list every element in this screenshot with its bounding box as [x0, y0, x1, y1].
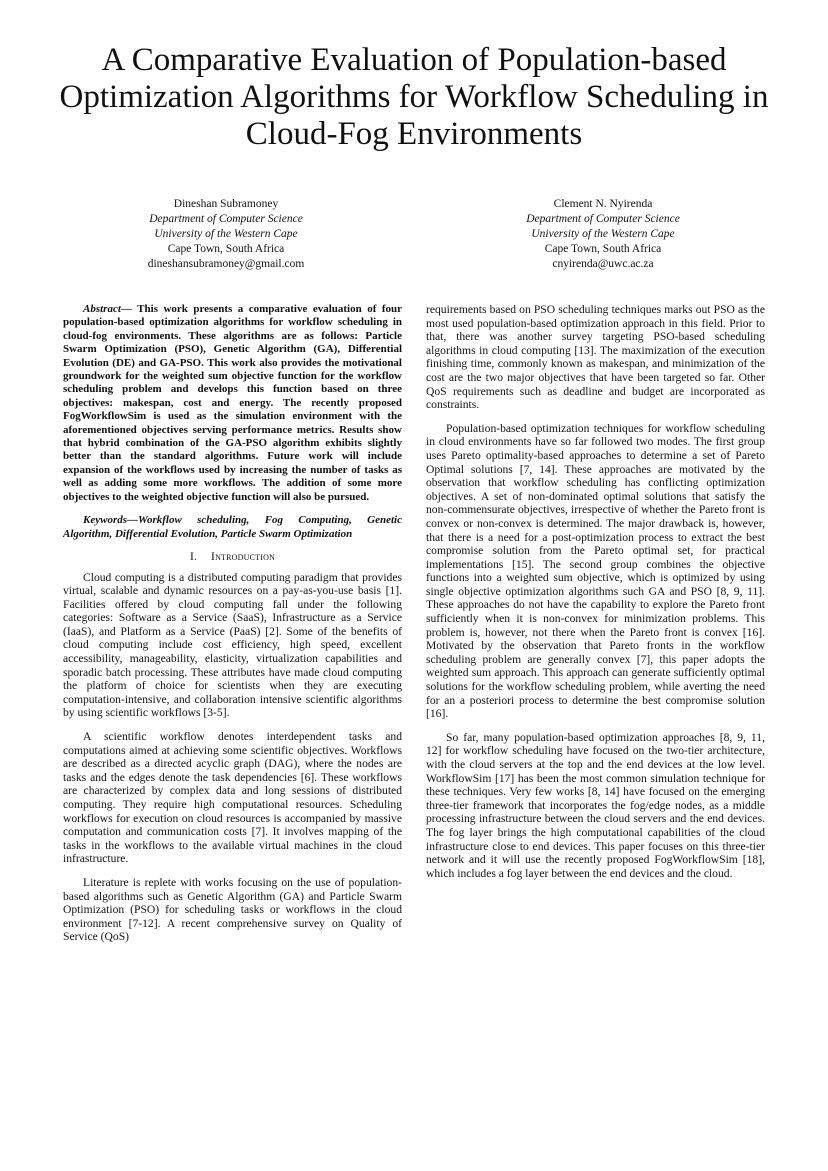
section-heading-introduction: [63, 551, 402, 565]
author-university: University of the Western Cape: [154, 228, 298, 240]
paragraph: Cloud computing is a distributed computing paradigm that provides virtual, scalable and dynamic resources on a pay-as-you-use basis [1]. Facilities offered by cloud computing fall under the following categories: Software as a Service (SaaS), Infrastructure as a Service (IaaS), and Platform as a Service (PaaS) [2]. Some of the benefits of cloud computing include cost efficiency, high speed, excellent accessibility, manageability, elasticity, virtualization capabilities and sporadic batch processing. These attributes have made cloud computing the platform of choice for scientists when they are executing computation-intensive, and collaboration intensive scientific algorithms by using scientific workflows [3-5].: [63, 570, 402, 720]
author-email: cnyirenda@uwc.ac.za: [552, 258, 654, 270]
author-name: Dineshan Subramoney: [173, 198, 279, 210]
right-column: [426, 303, 765, 890]
section-number: I.: [189, 550, 198, 563]
keywords: [63, 514, 402, 541]
left-column: [63, 303, 402, 954]
abstract-text: — This work presents a comparative evaluation of four population-based optimization algorithms for workflow scheduling in cloud-fog environments. These algorithms are as follows: Particle Swarm Optimization (PSO), Genetic Algorithm (GA), Differential Evolution (DE) and GA-PSO. This work also provides the motivational groundwork for the weighted sum objective function for the workflow scheduling problem and develops this function based on three objectives: makespan, cost and energy. The recently proposed FogWorkflowSim is used as the simulation environment with the aforementioned objectives serving performance metrics. Results show that hybrid combination of the GA-PSO algorithm exhibits slightly better than the standard algorithms. Future work will include expansion of the workflows used by increasing the number of tasks as well as adding some more workflows. The addition of some more objectives to the weighted objective function will also be pursued.: [63, 303, 402, 503]
paragraph: requirements based on PSO scheduling techniques marks out PSO as the most used population-based optimization approach in this field. Prior to that, there was another survey targeting PSO-based scheduling algorithms in cloud computing [13]. The maximization of the execution finishing time, commonly known as makespan, and minimization of the cost are the two major objectives that have been targeted so far. Other QoS requirements such as deadline and budget are incorporated as constraints.: [426, 303, 765, 412]
paper-title: A Comparative Evaluation of Population-based Optimization Algorithms for Workflow Scheduling in Cloud-Fog Environments: [59, 42, 769, 152]
keywords-label: Keywords: [83, 514, 127, 527]
author-name: Clement N. Nyirenda: [553, 198, 653, 210]
author-block-2: [473, 197, 733, 272]
author-university: University of the Western Cape: [531, 228, 675, 240]
section-title: Introduction: [211, 550, 276, 563]
author-email: dineshansubramoney@gmail.com: [147, 258, 305, 270]
paragraph: A scientific workflow denotes interdependent tasks and computations aimed at achieving some scientific objectives. Workflows are described as a directed acyclic graph (DAG), where the nodes are tasks and the edges denote the task dependencies [6]. These workflows are characterized by complex data and long sessions of distributed computing. They require high computational resources. Scheduling workflows for execution on cloud resources is accompanied by massive computation and communication costs [7]. It involves mapping of the tasks in the workflows to the available virtual machines in the cloud infrastructure.: [63, 730, 402, 866]
author-location: Cape Town, South Africa: [167, 243, 285, 255]
paragraph: Literature is replete with works focusing on the use of population-based algorithms such as Genetic Algorithm (GA) and Particle Swarm Optimization (PSO) for scheduling tasks or workflows in the cloud environment [7-12]. A recent comprehensive survey on Quality of Service (QoS): [63, 875, 402, 944]
author-department: Department of Computer Science: [149, 213, 303, 225]
abstract: [63, 303, 402, 504]
keywords-text: —Workflow scheduling, Fog Computing, Genetic Algorithm, Differential Evolution, Particle Swarm Optimization: [63, 514, 402, 540]
author-block-1: [96, 197, 356, 272]
paragraph: So far, many population-based optimization approaches [8, 9, 11, 12] for workflow scheduling have focused on the two-tier architecture, with the cloud servers at the top and the end devices at the low level. WorkflowSim [17] has been the most common simulation technique for these techniques. Very few works [8, 14] have focused on the emerging three-tier framework that incorporates the fog/edge nodes, as a middle processing infrastructure between the cloud servers and the end devices. The fog layer brings the high computational capabilities of the cloud infrastructure close to end devices. This paper focuses on this three-tier network and it will use the recently proposed FogWorkflowSim [18], which includes a fog layer between the end devices and the cloud.: [426, 730, 765, 880]
paragraph: Population-based optimization techniques for workflow scheduling in cloud environments have so far followed two modes. The first group uses Pareto optimality-based approaches to determine a set of Pareto Optimal solutions [7, 14]. These approaches are motivated by the observation that workflow scheduling has conflicting optimization objectives. A set of non-dominated optimal solutions that satisfy the non-commensurate objectives, irrespective of whether the Pareto front is convex or non-convex is determined. The major drawback is, however, that there is a need for a post-optimization process to extract the best compromise solution from the Pareto optimal set, for practical implementations [15]. The second group combines the objective functions into a weighted sum objective, which is optimized by using single objective optimization algorithms such GA and PSO [8, 9, 11]. These approaches do not have the capability to explore the Pareto front sufficiently when it is non-convex for minimization problems. This problem is, however, not there when the Pareto front is convex [16]. Motivated by the observation that Pareto fronts in the workflow scheduling problem are generally convex [7], this paper adopts the weighted sum approach. This approach can generate sufficiently optimal solutions for the workflow scheduling problem, while averting the need for an a posteriori process to determine the best compromise solution [16].: [426, 421, 765, 721]
author-department: Department of Computer Science: [526, 213, 680, 225]
abstract-label: Abstract: [83, 303, 121, 315]
author-location: Cape Town, South Africa: [544, 243, 662, 255]
